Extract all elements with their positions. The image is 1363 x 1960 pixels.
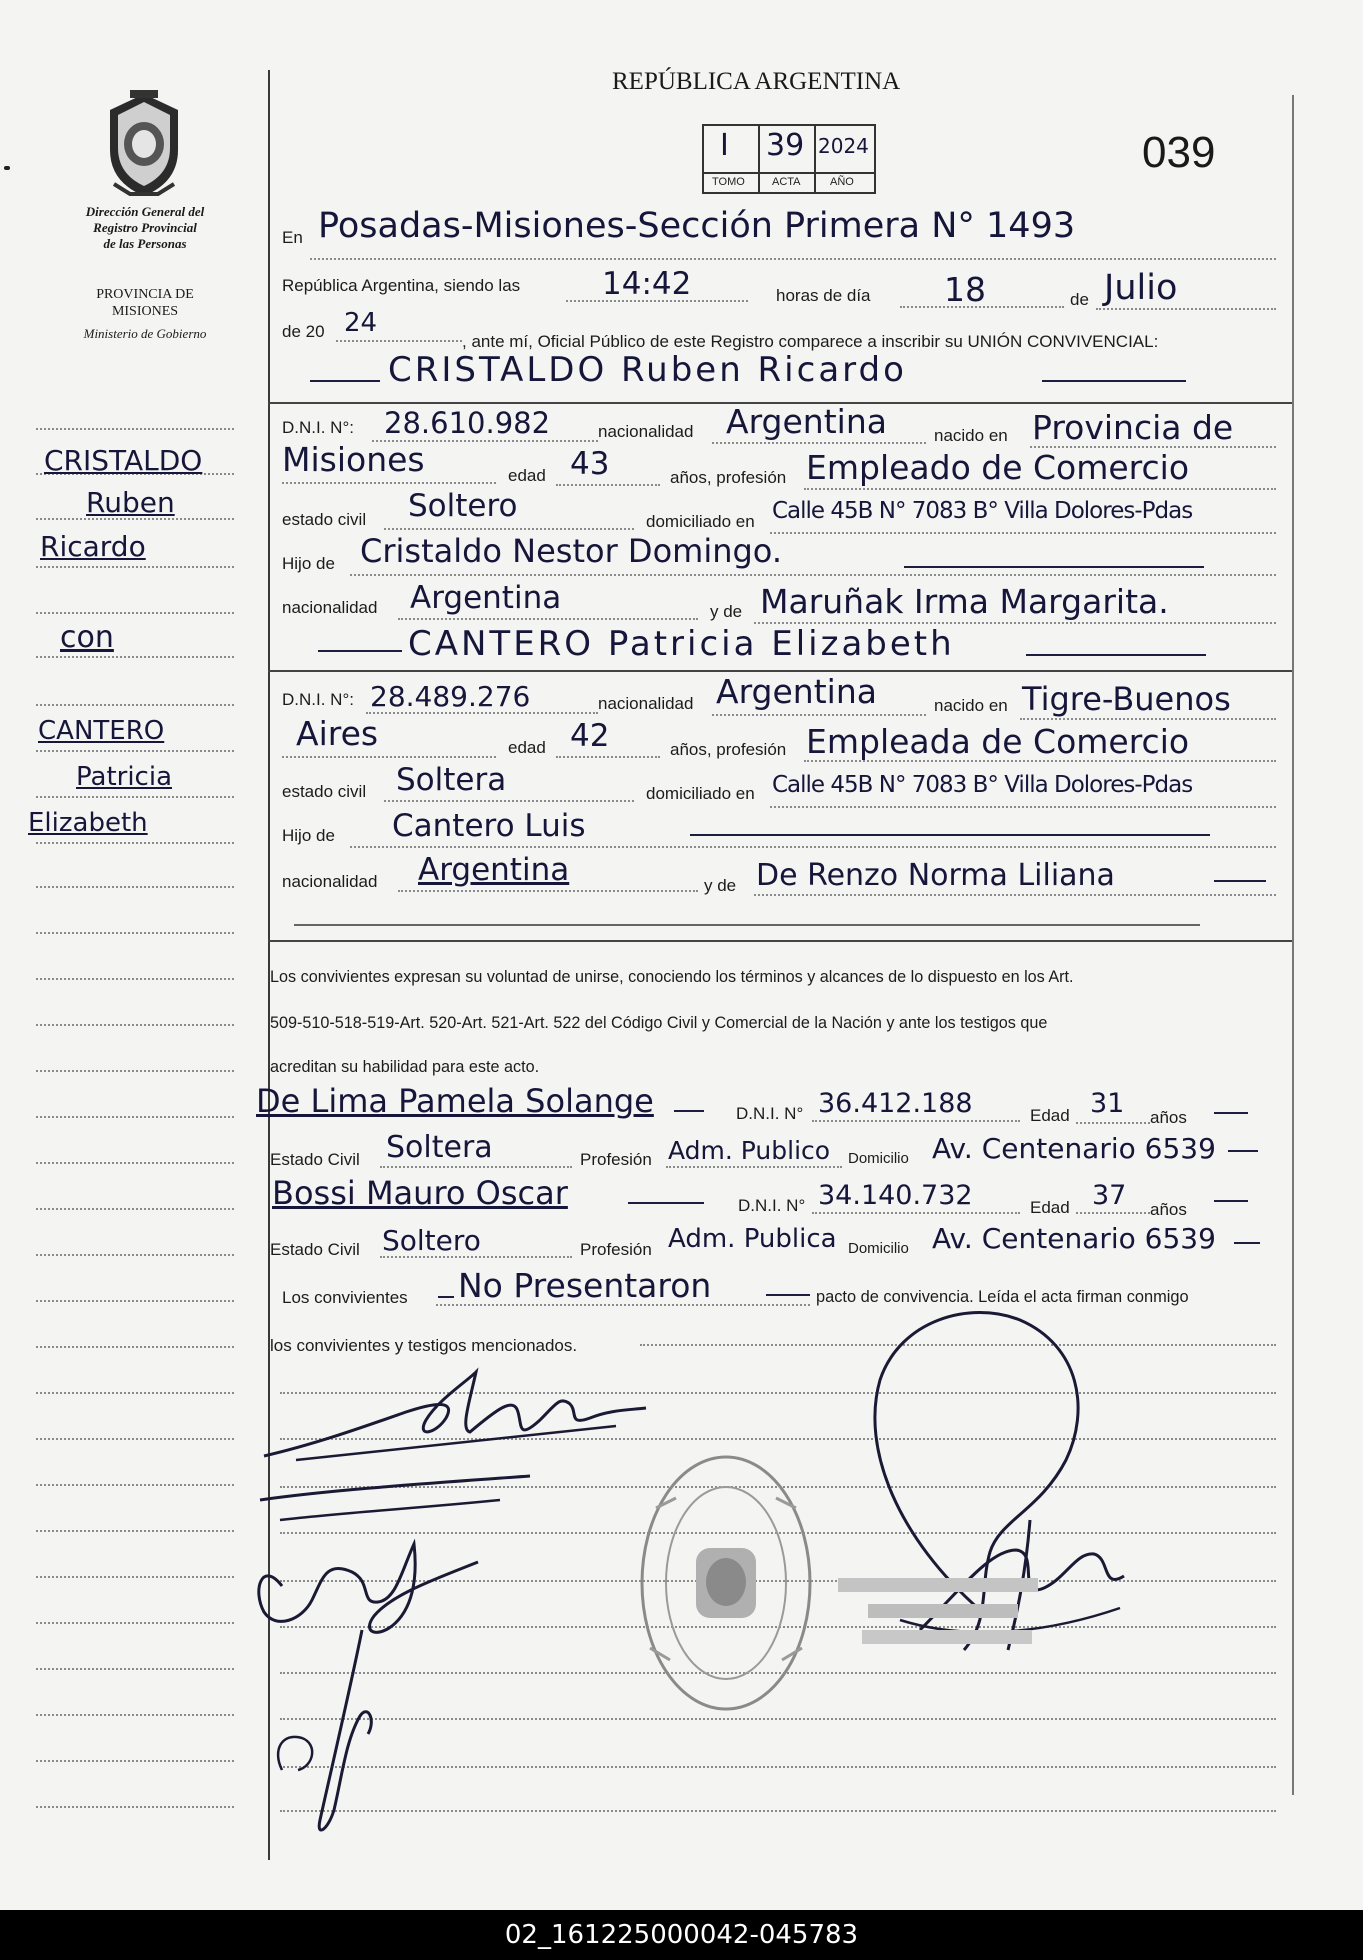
witness1-domicilio-label: Domicilio (848, 1150, 909, 1167)
field-line (812, 1212, 1020, 1214)
margin-line (36, 932, 234, 934)
margin-name1-line2: Ruben (86, 486, 175, 519)
margin-line (36, 1208, 234, 1210)
margin-name2-line1: CANTERO (38, 716, 165, 746)
document-title: REPÚBLICA ARGENTINA (612, 68, 901, 95)
field-line (900, 306, 1064, 308)
witness2-profesion-label: Profesión (580, 1240, 652, 1259)
signature-icon (256, 1360, 656, 1470)
person1-nacionalidad: Argentina (726, 402, 887, 441)
field-line (436, 1304, 810, 1306)
anio-value: 2024 (818, 134, 869, 158)
margin-name2-line2: Patricia (76, 762, 173, 792)
en-label: En (282, 228, 303, 247)
field-line (384, 800, 634, 802)
person1-edad-label: edad (508, 466, 546, 485)
margin-line (36, 566, 234, 568)
person1-padre: Cristaldo Nestor Domingo. (360, 532, 782, 570)
name-dash (1042, 380, 1186, 382)
field-line (336, 340, 462, 342)
witness2-name: Bossi Mauro Oscar (272, 1174, 568, 1212)
tomo-value: I (720, 128, 729, 163)
margin-line (36, 1576, 234, 1578)
person2-nacido-l2: Aires (296, 714, 379, 753)
margin-line (36, 656, 234, 658)
record-box (702, 124, 876, 194)
witness2-estado-label: Estado Civil (270, 1240, 360, 1259)
person1-domicilio: Calle 45B N° 7083 B° Villa Dolores-Pdas (772, 498, 1193, 524)
fill-dash (1214, 1200, 1248, 1202)
field-line (712, 714, 926, 716)
field-line (566, 300, 748, 302)
statement-text: , ante mí, Oficial Público de este Registro comparece a inscribir su UNIÓN CONVIVENCIAL: (462, 332, 1159, 351)
field-line (770, 532, 1276, 534)
witness2-domicilio: Av. Centenario 6539 (932, 1222, 1216, 1255)
name-dash (318, 650, 402, 652)
margin-line (36, 1760, 234, 1762)
margin-name1-line3: Ricardo (40, 530, 146, 563)
margin-line (36, 1162, 234, 1164)
fill-dash (628, 1202, 704, 1204)
witness1-estado: Soltera (386, 1130, 493, 1165)
witness1-name: De Lima Pamela Solange (256, 1082, 654, 1120)
witness1-estado-label: Estado Civil (270, 1150, 360, 1169)
person1-profesion: Empleado de Comercio (806, 448, 1190, 487)
agency-name: Dirección General del Registro Provincial de las Personas (85, 204, 205, 251)
person1-nac2-label: nacionalidad (282, 598, 378, 617)
field-line (350, 574, 1276, 576)
fill-dash (1234, 1242, 1260, 1244)
field-line (666, 1166, 842, 1168)
blank-line (294, 924, 1200, 926)
margin-line (36, 1622, 234, 1624)
field-line (380, 1256, 572, 1258)
margin-connector: con (60, 620, 114, 655)
person1-nac-padre: Argentina (410, 580, 562, 616)
field-line (804, 488, 1276, 490)
field-line (398, 890, 698, 892)
year-value: 24 (344, 308, 378, 338)
ministry-name: Ministerio de Gobierno (83, 326, 207, 341)
official-seal-block (838, 1574, 1058, 1658)
margin-line (36, 1714, 234, 1716)
person1-estado: Soltero (408, 488, 518, 524)
fill-dash (904, 566, 1204, 568)
margin-line (36, 704, 234, 706)
acta-label: ACTA (772, 176, 801, 188)
tomo-label: TOMO (712, 176, 745, 188)
person2-edad-label: edad (508, 738, 546, 757)
punch-mark (4, 166, 10, 170)
margin-line (36, 886, 234, 888)
person1-dni-label: D.N.I. N°: (282, 418, 354, 437)
field-line (1096, 308, 1276, 310)
field-line (804, 760, 1276, 762)
person2-domicilio-label: domiciliado en (646, 784, 755, 803)
fill-dash (766, 1294, 810, 1296)
margin-line (36, 1024, 234, 1026)
person2-nacionalidad-label: nacionalidad (598, 694, 694, 713)
margin-line (36, 842, 234, 844)
person2-estado-label: estado civil (282, 782, 367, 801)
horas-label: horas de día (776, 286, 871, 305)
margin-line (36, 1484, 234, 1486)
margin-line (36, 1070, 234, 1072)
person2-nacido-label: nacido en (934, 696, 1008, 715)
fill-dash (674, 1110, 704, 1112)
pacto-label: pacto de convivencia. Leída el acta firman conmigo (816, 1288, 1189, 1306)
witness2-dni: 34.140.732 (818, 1180, 973, 1211)
provincial-seal-icon (100, 88, 188, 200)
person2-yde-label: y de (704, 876, 737, 895)
fill-dash (1214, 1112, 1248, 1114)
frame-right-border (1292, 95, 1294, 1795)
person1-full-name: CRISTALDO Ruben Ricardo (388, 350, 907, 390)
margin-line (36, 978, 234, 980)
person2-madre: De Renzo Norma Liliana (756, 858, 1115, 893)
time-value: 14:42 (602, 266, 692, 302)
margin-line (36, 796, 234, 798)
margin-line (36, 1530, 234, 1532)
person2-padre: Cantero Luis (392, 808, 586, 844)
field-line (556, 484, 660, 486)
person1-anos-prof-label: años, profesión (670, 468, 787, 487)
field-line (310, 258, 1276, 260)
person2-nac-padre: Argentina (418, 852, 570, 888)
pacto-value: No Presentaron (458, 1266, 712, 1305)
day-value: 18 (944, 270, 986, 309)
person1-estado-label: estado civil (282, 510, 367, 529)
document-number: 039 (1142, 128, 1216, 177)
field-line (366, 712, 598, 714)
person2-full-name: CANTERO Patricia Elizabeth (408, 624, 955, 664)
field-line (380, 1166, 572, 1168)
witness2-edad: 37 (1092, 1180, 1127, 1211)
official-stamp-icon (636, 1448, 816, 1718)
margin-line (36, 612, 234, 614)
person1-nacido-l2: Misiones (282, 440, 425, 479)
margin-name1-line1: CRISTALDO (44, 444, 203, 477)
section-divider (268, 940, 1292, 942)
field-line (812, 1120, 1020, 1122)
field-line (1076, 1122, 1150, 1124)
margin-line (36, 1438, 234, 1440)
field-line (384, 528, 634, 530)
fill-dash (690, 834, 1210, 836)
field-line (754, 894, 1276, 896)
person1-domicilio-label: domiciliado en (646, 512, 755, 531)
declaration-line3: acreditan su habilidad para este acto. (270, 1058, 540, 1076)
witness1-profesion-label: Profesión (580, 1150, 652, 1169)
witness2-profesion: Adm. Publica (668, 1224, 837, 1254)
margin-line (36, 1254, 234, 1256)
witness1-edad: 31 (1090, 1088, 1125, 1119)
margin-line (36, 1392, 234, 1394)
margin-line (36, 1346, 234, 1348)
anio-label: AÑO (830, 176, 854, 188)
name-dash (1026, 654, 1206, 656)
witness2-edad-label: Edad (1030, 1198, 1070, 1217)
field-line (398, 618, 698, 620)
place-value: Posadas-Misiones-Sección Primera N° 1493 (318, 206, 1076, 246)
person1-madre: Maruñak Irma Margarita. (760, 582, 1169, 621)
person2-profesion: Empleada de Comercio (806, 722, 1190, 761)
scan-footer: 02_161225000042-045783 (0, 1910, 1363, 1960)
field-line (556, 756, 660, 758)
person2-anos-prof-label: años, profesión (670, 740, 787, 759)
closing-line2: los convivientes y testigos mencionados. (270, 1336, 578, 1355)
field-line (770, 806, 1276, 808)
province-name: PROVINCIA DE MISIONES (96, 287, 194, 319)
declaration-line2: 509-510-518-519-Art. 520-Art. 521-Art. 522 del Código Civil y Comercial de la Nación y ante los testigos que (270, 1014, 1048, 1032)
person1-yde-label: y de (710, 602, 743, 621)
convivientes-label: Los convivientes (282, 1288, 408, 1307)
person2-dni: 28.489.276 (370, 680, 531, 713)
field-line (350, 846, 1276, 848)
person1-nacionalidad-label: nacionalidad (598, 422, 694, 441)
witness1-domicilio: Av. Centenario 6539 (932, 1132, 1216, 1165)
person2-dni-label: D.N.I. N°: (282, 690, 354, 709)
witness2-domicilio-label: Domicilio (848, 1240, 909, 1257)
signature-icon (242, 1520, 492, 1850)
margin-line (36, 1806, 234, 1808)
field-line (282, 756, 496, 758)
de-label: de (1070, 290, 1089, 309)
witness1-profesion: Adm. Publico (668, 1136, 831, 1165)
name-dash (310, 380, 380, 382)
person1-hijo-label: Hijo de (282, 554, 335, 573)
margin-line (36, 750, 234, 752)
field-line (1076, 1212, 1150, 1214)
fill-dash (1228, 1150, 1258, 1152)
witness2-dni-label: D.N.I. N° (738, 1196, 806, 1215)
witness2-estado: Soltero (382, 1224, 481, 1257)
republica-label: República Argentina, siendo las (282, 276, 521, 295)
person1-nacido-label: nacido en (934, 426, 1008, 445)
margin-line (36, 1668, 234, 1670)
year-label: de 20 (282, 322, 325, 341)
person2-edad: 42 (570, 718, 610, 754)
person1-nacido-l1: Provincia de (1032, 408, 1234, 447)
person2-nacionalidad: Argentina (716, 672, 877, 711)
declaration-line1: Los convivientes expresan su voluntad de unirse, conociendo los términos y alcances de lo dispuesto en los Art. (270, 968, 1074, 986)
person2-hijo-label: Hijo de (282, 826, 335, 845)
person2-nac2-label: nacionalidad (282, 872, 378, 891)
witness1-anos-label: años (1150, 1108, 1187, 1127)
person2-domicilio: Calle 45B N° 7083 B° Villa Dolores-Pdas (772, 772, 1193, 798)
acta-value: 39 (766, 128, 805, 163)
witness1-dni-label: D.N.I. N° (736, 1104, 804, 1123)
witness2-anos-label: años (1150, 1200, 1187, 1219)
person1-edad: 43 (570, 446, 610, 482)
month-value: Julio (1104, 268, 1178, 308)
person2-estado: Soltera (396, 762, 507, 798)
margin-line (36, 1300, 234, 1302)
person1-dni: 28.610.982 (384, 406, 551, 440)
margin-name2-line3: Elizabeth (28, 808, 148, 838)
person2-nacido-l1: Tigre-Buenos (1022, 680, 1231, 718)
witness1-edad-label: Edad (1030, 1106, 1070, 1125)
fill-dash (1214, 880, 1266, 882)
field-line (1020, 718, 1276, 720)
margin-line (36, 1116, 234, 1118)
margin-line (36, 428, 234, 430)
fill-dash (438, 1296, 454, 1298)
field-line (712, 442, 926, 444)
witness1-dni: 36.412.188 (818, 1088, 973, 1119)
field-line (282, 482, 496, 484)
